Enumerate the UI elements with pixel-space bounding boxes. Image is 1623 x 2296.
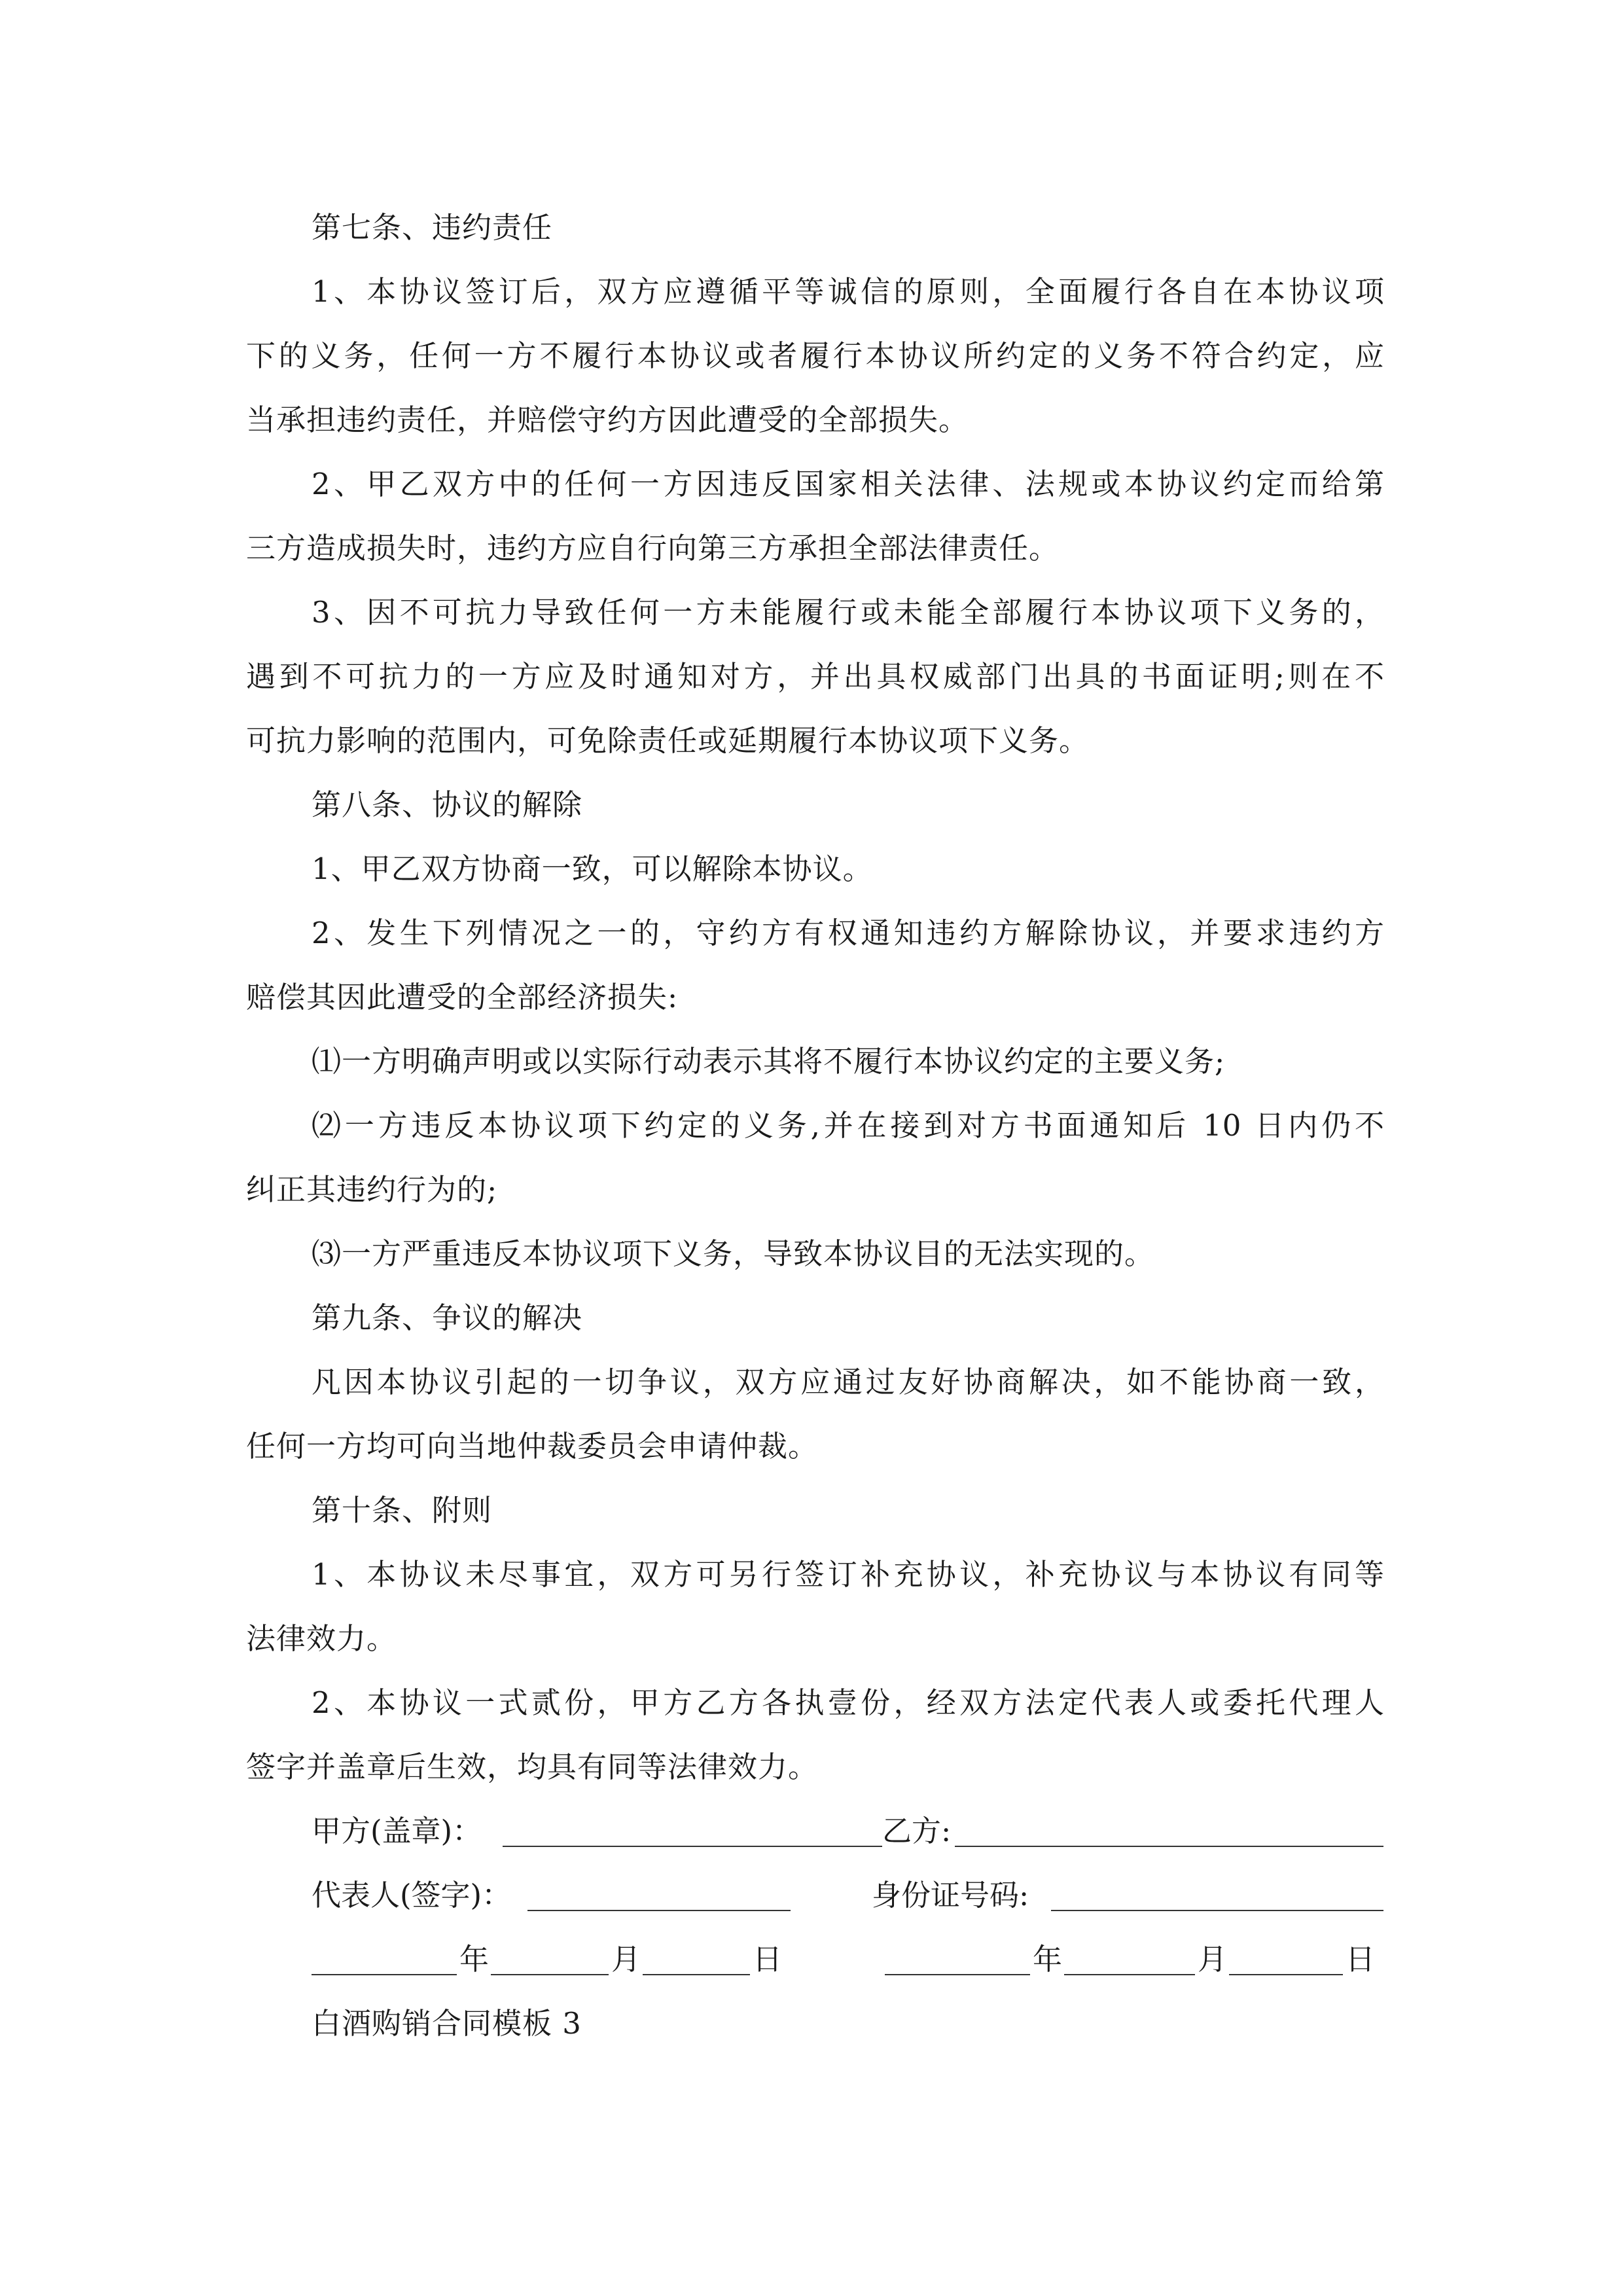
article-10-p1-line1: 1、本协议未尽事宜，双方可另行签订补充协议，补充协议与本协议有同等	[312, 1557, 1385, 1592]
article-8-item2-line1: ⑵一方违反本协议项下约定的义务,并在接到对方书面通知后 10 日内仍不	[312, 1108, 1385, 1143]
signature-row-representative	[312, 1876, 1385, 1915]
party-b-month-line	[1064, 1974, 1195, 1975]
party-b-day-line	[1229, 1974, 1343, 1975]
id-number-line	[1051, 1910, 1383, 1911]
id-number-label: 身份证号码:	[872, 1878, 1029, 1912]
article-10-heading: 第十条、附则	[312, 1493, 493, 1528]
article-8-item3: ⑶一方严重违反本协议项下义务，导致本协议目的无法实现的。	[312, 1236, 1155, 1271]
article-7-p1-line3: 当承担违约责任，并赔偿守约方因此遭受的全部损失。	[246, 403, 969, 437]
party-b-label: 乙方:	[882, 1812, 955, 1851]
article-7-p3-line2: 遇到不可抗力的一方应及时通知对方，并出具权威部门出具的书面证明;则在不	[246, 659, 1385, 694]
party-a-month-line	[491, 1974, 609, 1975]
party-a-month-label: 月	[611, 1942, 641, 1977]
article-7-p3-line3: 可抗力影响的范围内，可免除责任或延期履行本协议项下义务。	[246, 723, 1090, 758]
representative-label: 代表人(签字)：	[312, 1878, 512, 1912]
article-8-item1: ⑴一方明确声明或以实际行动表示其将不履行本协议约定的主要义务;	[312, 1044, 1226, 1079]
article-9-p1-line2: 任何一方均可向当地仲裁委员会申请仲裁。	[246, 1429, 819, 1463]
next-contract-title: 白酒购销合同模板 3	[312, 2006, 582, 2041]
party-b-year-label: 年	[1033, 1942, 1063, 1977]
party-b-signature-line	[970, 1846, 1383, 1847]
article-8-p2-line1: 2、发生下列情况之一的，守约方有权通知违约方解除协议，并要求违约方	[312, 916, 1385, 950]
article-9-p1-line1: 凡因本协议引起的一切争议，双方应通过友好协商解决，如不能协商一致，	[312, 1365, 1385, 1399]
article-10-p1-line2: 法律效力。	[246, 1621, 397, 1656]
article-7-p1-line2: 下的义务，任何一方不履行本协议或者履行本协议所约定的义务不符合约定，应	[246, 338, 1385, 373]
article-10-p2-line1: 2、本协议一式贰份，甲方乙方各执壹份，经双方法定代表人或委托代理人	[312, 1685, 1385, 1720]
article-8-p1-line1: 1、甲乙双方协商一致，可以解除本协议。	[312, 852, 873, 886]
article-7-p2-line2: 三方造成损失时，违约方应自行向第三方承担全部法律责任。	[246, 531, 1060, 565]
article-7-heading: 第七条、违约责任	[312, 210, 553, 245]
article-10-p2-line2: 签字并盖章后生效，均具有同等法律效力。	[246, 1749, 819, 1784]
party-b-month-label: 月	[1198, 1942, 1228, 1977]
article-8-heading: 第八条、协议的解除	[312, 787, 583, 822]
signature-row-parties	[312, 1812, 1385, 1851]
party-a-year-line	[312, 1974, 457, 1975]
party-a-year-label: 年	[459, 1942, 490, 1977]
article-7-p1-line1: 1、本协议签订后，双方应遵循平等诚信的原则，全面履行各自在本协议项	[312, 274, 1385, 309]
representative-signature-line	[527, 1910, 791, 1911]
article-9-heading: 第九条、争议的解决	[312, 1300, 583, 1335]
signature-row-dates	[312, 1940, 1385, 1979]
article-7-p2-line1: 2、甲乙双方中的任何一方因违反国家相关法律、法规或本协议约定而给第	[312, 467, 1385, 501]
party-a-day-line	[643, 1974, 750, 1975]
article-8-p2-line2: 赔偿其因此遭受的全部经济损失:	[246, 980, 679, 1014]
article-8-item2-line2: 纠正其违约行为的;	[246, 1172, 498, 1207]
article-7-p3-line1: 3、因不可抗力导致任何一方未能履行或未能全部履行本协议项下义务的，	[312, 595, 1385, 630]
party-b-year-line	[885, 1974, 1030, 1975]
party-a-label: 甲方(盖章)：	[312, 1814, 482, 1848]
party-a-day-label: 日	[753, 1942, 783, 1977]
party-b-day-label: 日	[1346, 1942, 1376, 1977]
